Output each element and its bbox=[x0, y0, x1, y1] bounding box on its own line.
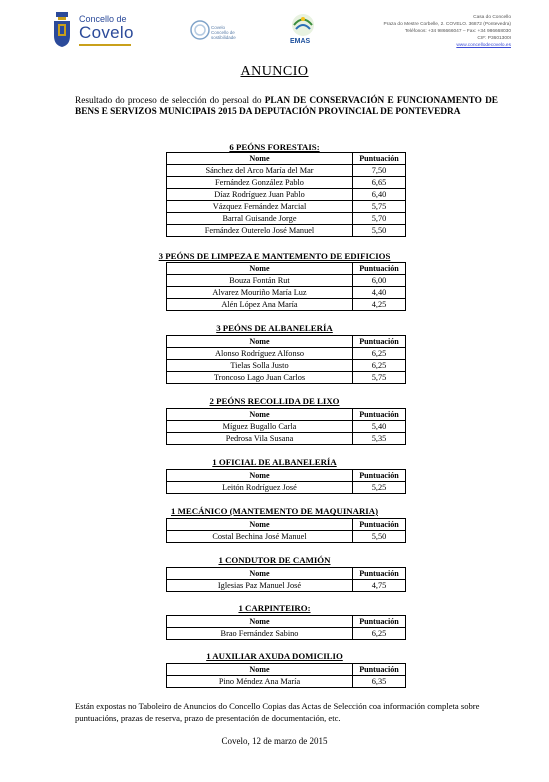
intro-plain: Resultado do proceso de selección do persoal do bbox=[75, 96, 265, 106]
address-line: Casa do Concello bbox=[473, 15, 511, 20]
column-header-name: Nome bbox=[167, 519, 353, 531]
candidate-score: 4,25 bbox=[353, 299, 406, 311]
table-header-row bbox=[167, 263, 406, 275]
table-row bbox=[167, 580, 406, 592]
table-header-row bbox=[167, 568, 406, 580]
candidate-name: Leitón Rodríguez José bbox=[167, 482, 353, 494]
column-header-name: Nome bbox=[167, 409, 353, 421]
candidate-name: Alén López Ana María bbox=[167, 299, 353, 311]
candidate-name: Míguez Bugallo Carla bbox=[167, 421, 353, 433]
column-header-name: Nome bbox=[167, 336, 353, 348]
table-row bbox=[167, 433, 406, 445]
coat-of-arms-icon bbox=[52, 12, 72, 48]
section-title: 2 PEÓNS RECOLLIDA DE LIXO bbox=[209, 396, 340, 406]
column-header-score: Puntuación bbox=[353, 568, 406, 580]
candidate-name: Pedrosa Vila Susana bbox=[167, 433, 353, 445]
candidate-name: Costal Bechina José Manuel bbox=[167, 531, 353, 543]
table-row bbox=[167, 177, 406, 189]
candidate-name: Díaz Rodríguez Juan Pablo bbox=[167, 189, 353, 201]
candidate-score: 7,50 bbox=[353, 165, 406, 177]
table-header-row bbox=[167, 519, 406, 531]
emas-globe-icon bbox=[290, 12, 316, 38]
table-row bbox=[167, 287, 406, 299]
closing-paragraph: Están expostas no Taboleiro de Anuncios do Concello Copias das Actas de Selección coa información completa sobre puntuacións, prazas de reserva, prazo de presentación de documentación, etc. bbox=[75, 701, 480, 723]
section-title: 1 OFICIAL DE ALBANELERÍA bbox=[212, 457, 337, 467]
intro-paragraph bbox=[75, 96, 498, 118]
logo-small-text: Concello de bbox=[79, 14, 127, 24]
candidate-score: 5,75 bbox=[353, 372, 406, 384]
table-row bbox=[167, 628, 406, 640]
table-row bbox=[167, 421, 406, 433]
candidate-name: Alonso Rodríguez Alfonso bbox=[167, 348, 353, 360]
section-title: 1 CARPINTEIRO: bbox=[238, 603, 311, 613]
results-table bbox=[166, 469, 406, 494]
candidate-score: 6,25 bbox=[353, 628, 406, 640]
table-header-row bbox=[167, 616, 406, 628]
candidate-name: Pino Méndez Ana María bbox=[167, 676, 353, 688]
results-table bbox=[166, 262, 406, 311]
signature-date: Covelo, 12 de marzo de 2015 bbox=[221, 736, 328, 746]
results-table bbox=[166, 152, 406, 237]
candidate-name: Vázquez Fernández Marcial bbox=[167, 201, 353, 213]
column-header-score: Puntuación bbox=[353, 519, 406, 531]
table-header-row bbox=[167, 664, 406, 676]
intro-bold: PLAN DE CONSERVACIÓN E FUNCIONAMENTO DE BENS E SERVIZOS MUNICIPAIS 2015 DA DEPUTACIÓN PROVINCIAL DE PONTEVEDRA bbox=[75, 96, 499, 117]
address-line: CIF: P3601300I bbox=[477, 36, 511, 41]
candidate-name: Fernández González Pablo bbox=[167, 177, 353, 189]
table-row bbox=[167, 201, 406, 213]
column-header-name: Nome bbox=[167, 664, 353, 676]
results-table bbox=[166, 663, 406, 688]
candidate-score: 5,25 bbox=[353, 482, 406, 494]
candidate-score: 6,25 bbox=[353, 348, 406, 360]
candidate-score: 5,35 bbox=[353, 433, 406, 445]
candidate-name: Bouza Fontán Rut bbox=[167, 275, 353, 287]
column-header-score: Puntuación bbox=[353, 336, 406, 348]
candidate-score: 5,40 bbox=[353, 421, 406, 433]
candidate-score: 6,65 bbox=[353, 177, 406, 189]
candidate-score: 5,75 bbox=[353, 201, 406, 213]
section-title: 6 PEÓNS FORESTAIS: bbox=[229, 142, 320, 152]
logo-big-text: Covelo bbox=[79, 23, 134, 42]
covelo-logo bbox=[52, 10, 144, 50]
column-header-score: Puntuación bbox=[353, 153, 406, 165]
candidate-score: 5,50 bbox=[353, 225, 406, 237]
candidate-score: 6,25 bbox=[353, 360, 406, 372]
column-header-score: Puntuación bbox=[353, 616, 406, 628]
candidate-name: Brao Fernández Sabino bbox=[167, 628, 353, 640]
results-table bbox=[166, 408, 406, 445]
address-block bbox=[361, 14, 511, 49]
table-header-row bbox=[167, 153, 406, 165]
page-title: ANUNCIO bbox=[240, 64, 309, 79]
column-header-score: Puntuación bbox=[353, 263, 406, 275]
table-row bbox=[167, 482, 406, 494]
address-line: Praza do Mestre Corbelle, 2. COVELO. 36872 (Pontevedra) bbox=[383, 22, 511, 27]
candidate-name: Barral Guisande Jorge bbox=[167, 213, 353, 225]
section-title: 1 MECÁNICO (MANTEMENTO DE MAQUINARIA) bbox=[170, 506, 379, 516]
emas-text: EMAS bbox=[290, 38, 311, 45]
candidate-score: 5,70 bbox=[353, 213, 406, 225]
table-row bbox=[167, 348, 406, 360]
table-row bbox=[167, 213, 406, 225]
candidate-name: Tielas Solla Justo bbox=[167, 360, 353, 372]
table-header-row bbox=[167, 336, 406, 348]
website-link[interactable]: www.concellodecovelo.es bbox=[456, 43, 511, 48]
section-title: 1 CONDUTOR DE CAMIÓN bbox=[218, 555, 331, 565]
table-row bbox=[167, 275, 406, 287]
column-header-name: Nome bbox=[167, 263, 353, 275]
column-header-score: Puntuación bbox=[353, 470, 406, 482]
candidate-score: 4,40 bbox=[353, 287, 406, 299]
table-row bbox=[167, 676, 406, 688]
column-header-name: Nome bbox=[167, 568, 353, 580]
candidate-name: Sánchez del Arco María del Mar bbox=[167, 165, 353, 177]
letterhead bbox=[0, 0, 549, 58]
table-row bbox=[167, 225, 406, 237]
section-title: 3 PEÓNS DE ALBANELERÍA bbox=[216, 323, 333, 333]
candidate-name: Fernández Outerelo José Manuel bbox=[167, 225, 353, 237]
circle-emblem-icon bbox=[190, 18, 210, 42]
table-row bbox=[167, 299, 406, 311]
section-title: 1 AUXILIAR AXUDA DOMICILIO bbox=[206, 651, 343, 661]
table-header-row bbox=[167, 409, 406, 421]
candidate-name: Alvarez Mouriño María Luz bbox=[167, 287, 353, 299]
table-header-row bbox=[167, 470, 406, 482]
address-line: Teléfonos: +34 986666047 – Fax: +34 986668030 bbox=[404, 29, 511, 34]
section-title: 3 PEÓNS DE LIMPEZA E MANTEMENTO DE EDIFICIOS bbox=[158, 251, 391, 261]
table-row bbox=[167, 531, 406, 543]
table-row bbox=[167, 360, 406, 372]
column-header-score: Puntuación bbox=[353, 409, 406, 421]
table-row bbox=[167, 372, 406, 384]
candidate-score: 6,35 bbox=[353, 676, 406, 688]
table-row bbox=[167, 165, 406, 177]
results-table bbox=[166, 518, 406, 543]
candidate-score: 6,40 bbox=[353, 189, 406, 201]
logo-stripe bbox=[79, 44, 131, 46]
sustainability-logo bbox=[190, 14, 250, 48]
column-header-name: Nome bbox=[167, 153, 353, 165]
column-header-score: Puntuación bbox=[353, 664, 406, 676]
candidate-score: 5,50 bbox=[353, 531, 406, 543]
results-table bbox=[166, 335, 406, 384]
candidate-name: Iglesias Paz Manuel José bbox=[167, 580, 353, 592]
results-table bbox=[166, 615, 406, 640]
emas-logo bbox=[288, 12, 318, 48]
candidate-name: Troncoso Lago Juan Carlos bbox=[167, 372, 353, 384]
table-row bbox=[167, 189, 406, 201]
column-header-name: Nome bbox=[167, 470, 353, 482]
column-header-name: Nome bbox=[167, 616, 353, 628]
candidate-score: 6,00 bbox=[353, 275, 406, 287]
candidate-score: 4,75 bbox=[353, 580, 406, 592]
results-table bbox=[166, 567, 406, 592]
sustainability-text: Covelo Concello de sostibilidade bbox=[211, 25, 236, 40]
